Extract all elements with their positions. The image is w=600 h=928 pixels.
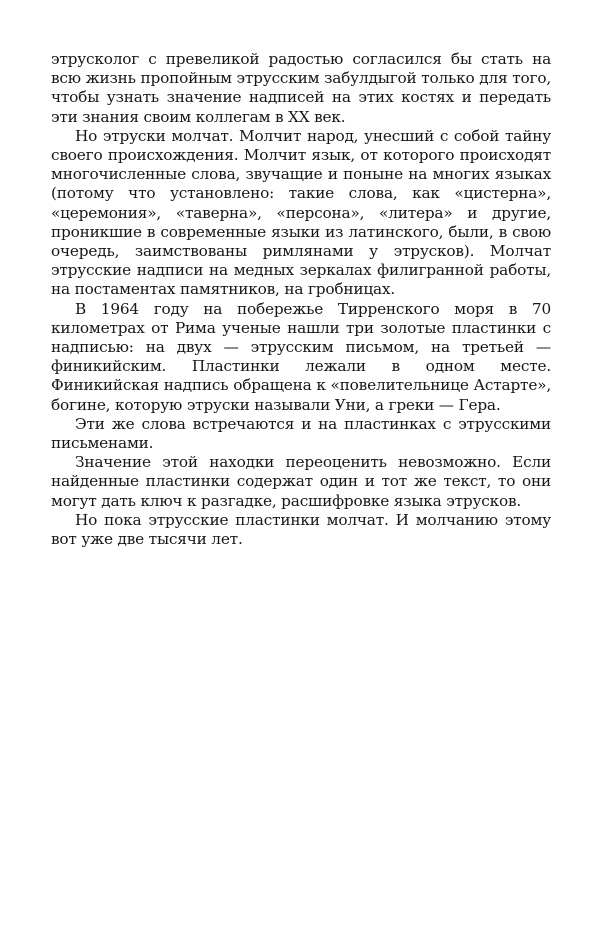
paragraph-gold-plates: В 1964 году на побережье Тирренского моря в 70 километрах от Рима ученые нашли три золотые пластинки с надписью: на двух — этрусским письмом, на третьей — финикийским. Пластинки лежали в одном месте. Финикийская надпись обращена к «повелительнице Астарте», богине, которую этруски называли Уни, а греки — Гера. — [51, 299, 551, 414]
page-text — [51, 50, 551, 549]
paragraph-continuation: этрусколог с превеликой радостью согласился бы стать на всю жизнь пропойным этрусским забулдыгой только для того, чтобы узнать значение надписей на этих костях и передать эти знания своим коллегам в XX век. — [51, 50, 551, 126]
paragraph-significance: Значение этой находки переоценить невозможно. Если найденные пластинки содержат один и тот же текст, то они могут дать ключ к разгадке, расшифровке языка этрусков. — [51, 453, 551, 510]
paragraph-two-thousand-years: Но пока этрусские пластинки молчат. И молчанию этому вот уже две тысячи лет. — [51, 510, 551, 549]
paragraph-etruscans-silent: Но этруски молчат. Молчит народ, унесший с собой тайну своего происхождения. Молчит язык, от которого происходят многочисленные слова, звучащие и поныне на многих языках (потому что установлено: такие слова, как «цистерна», «церемония», «таверна», «персона», «литера» и другие, проникшие в современные языки из латинского, были, в свою очередь, заимствованы римлянами у этрусков). Молчат этрусские надписи на медных зеркалах филигранной работы, на постаментах памятников, на гробницах. — [51, 126, 551, 299]
paragraph-same-words: Эти же слова встречаются и на пластинках с этрусскими письменами. — [51, 414, 551, 453]
